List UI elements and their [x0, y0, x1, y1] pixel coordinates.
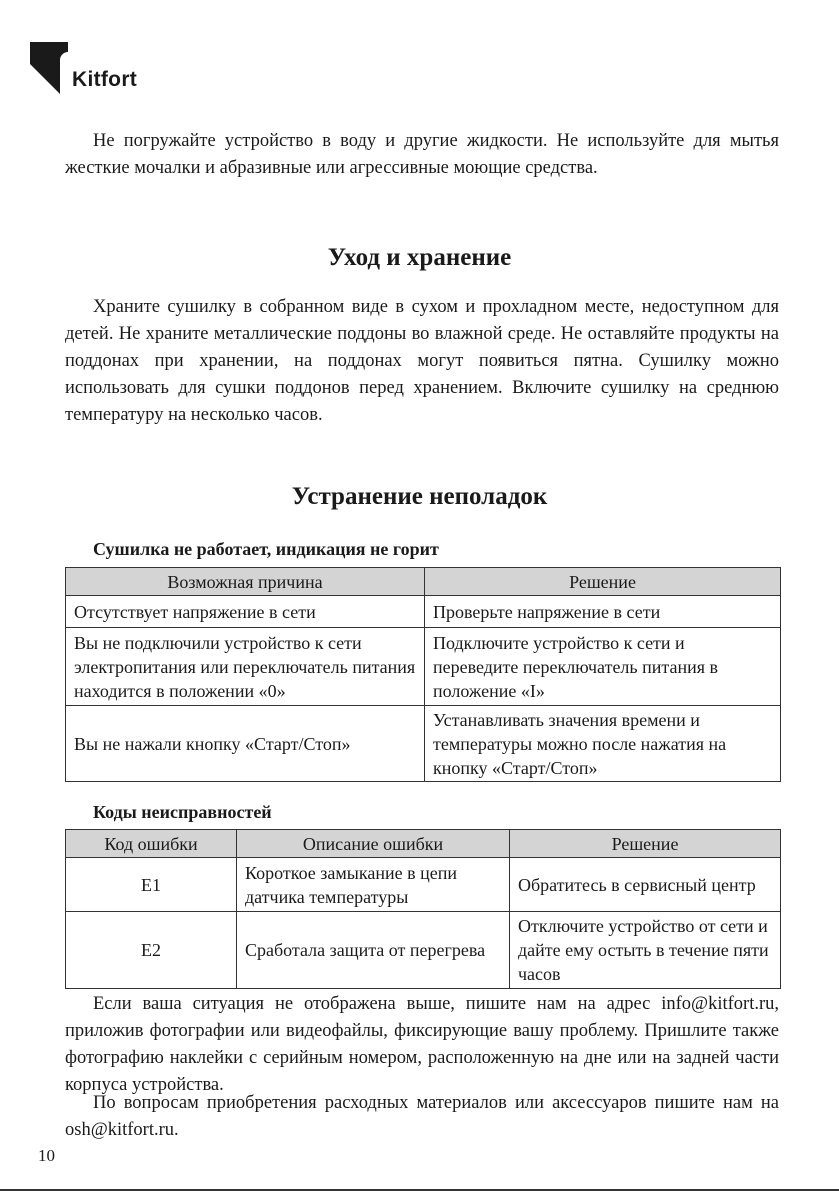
care-text: Храните сушилку в собранном виде в сухом и прохладном месте, недоступном для детей. Не храните металлические поддоны во влажной среде. Не оставляйте продукты на поддонах при хранении, на поддонах могут появиться пятна. Сушилку можно использовать для сушки поддонов перед хранением. Включите сушилку на среднюю температуру на несколько часов.	[65, 297, 779, 425]
cause-cell: Отсутствует напряжение в сети	[66, 596, 425, 628]
errors-subtitle: Коды неисправностей	[93, 802, 272, 822]
error-description-cell: Сработала защита от перегрева	[237, 912, 510, 989]
brand-logo	[30, 42, 137, 94]
error-codes-table	[65, 829, 781, 989]
error-code-cell: E1	[66, 858, 237, 912]
contact-text: Если ваша ситуация не отображена выше, пишите нам на адрес info@kitfort.ru, приложив фотографии или видеофайлы, фиксирующие вашу проблему. Пришлите также фотографию наклейки с серийным номером, расположенную на дне или на задней части корпуса устройства.	[65, 994, 779, 1095]
care-title: Уход и хранение	[327, 244, 512, 271]
kitfort-logo-icon	[30, 42, 70, 94]
intro-paragraph	[65, 128, 779, 182]
error-solution-cell: Обратитесь в сервисный центр	[510, 858, 781, 912]
error-code-cell: E2	[66, 912, 237, 989]
intro-text: Не погружайте устройство в воду и другие жидкости. Не используйте для мытья жесткие мочалки и абразивные или агрессивные моющие средства.	[65, 131, 779, 178]
table-row	[66, 912, 781, 989]
troubleshooting-subtitle: Сушилка не работает, индикация не горит	[93, 539, 439, 559]
cause-cell: Вы не нажали кнопку «Старт/Стоп»	[66, 706, 425, 782]
column-header: Решение	[425, 568, 781, 596]
error-solution-cell: Отключите устройство от сети и дайте ему остыть в течение пяти часов	[510, 912, 781, 989]
cause-cell: Вы не подключили устройство к сети электропитания или переключатель питания находится в положении «0»	[66, 628, 425, 706]
table-row	[66, 596, 781, 628]
table-row	[66, 858, 781, 912]
supplies-text: По вопросам приобретения расходных материалов или аксессуаров пишите нам на osh@kitfort.ru.	[65, 1093, 779, 1140]
supplies-paragraph	[65, 1090, 779, 1144]
solution-cell: Проверьте напряжение в сети	[425, 596, 781, 628]
troubleshooting-table	[65, 567, 781, 782]
brand-name: Kitfort	[72, 68, 138, 91]
table-row	[66, 628, 781, 706]
contact-paragraph	[65, 991, 779, 1099]
table-header-row	[66, 568, 781, 596]
solution-cell: Устанавливать значения времени и температуры можно после нажатия на кнопку «Старт/Стоп»	[425, 706, 781, 782]
solution-cell: Подключите устройство к сети и переведите переключатель питания в положение «I»	[425, 628, 781, 706]
column-header: Код ошибки	[66, 830, 237, 858]
table-header-row	[66, 830, 781, 858]
column-header: Решение	[510, 830, 781, 858]
care-paragraph	[65, 294, 779, 429]
column-header: Описание ошибки	[237, 830, 510, 858]
troubleshooting-title: Устранение неполадок	[291, 483, 548, 510]
table-row	[66, 706, 781, 782]
error-description-cell: Короткое замыкание в цепи датчика температуры	[237, 858, 510, 912]
column-header: Возможная причина	[66, 568, 425, 596]
page-number: 10	[38, 1146, 55, 1165]
